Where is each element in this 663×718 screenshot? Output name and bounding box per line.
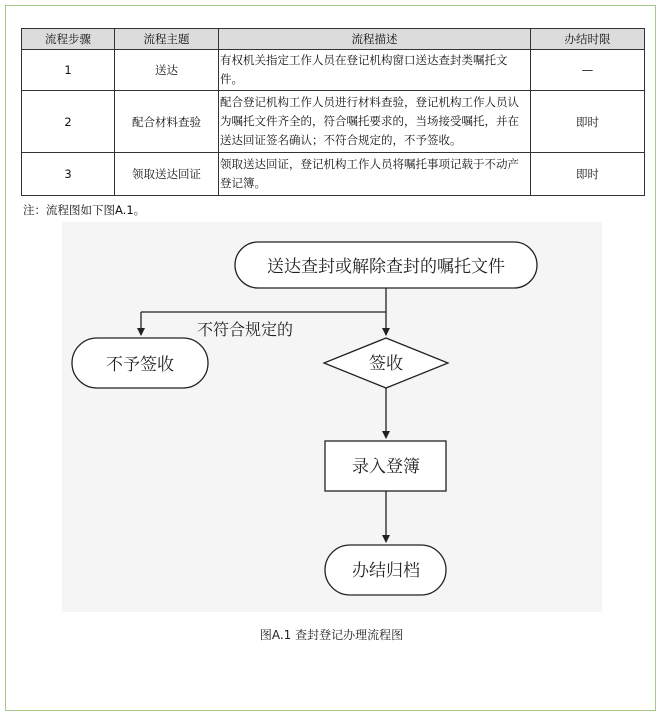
header-topic: 流程主题 [115, 29, 219, 50]
row-description: 配合登记机构工作人员进行材料查验，登记机构工作人员认为嘱托文件齐全的，符合嘱托要求的，当场接受嘱托，并在送达回证签名确认；不符合规定的，不予签收。 [219, 91, 531, 153]
row-description: 有权机关指定工作人员在登记机构窗口送达查封类嘱托文件。 [219, 50, 531, 91]
decision-node-label: 签收 [369, 354, 403, 374]
row-topic: 配合材料查验 [115, 91, 219, 153]
row-topic: 领取送达回证 [115, 153, 219, 196]
table-note: 注：流程图如下图A.1。 [23, 203, 146, 217]
row-time-limit: 即时 [531, 153, 645, 196]
figure-caption: 图A.1 查封登记办理流程图 [259, 628, 404, 642]
start-node-label: 送达查封或解除查封的嘱托文件 [267, 257, 505, 277]
process-table [21, 28, 645, 196]
row-time-limit: 即时 [531, 91, 645, 153]
flowchart-svg [62, 222, 602, 612]
row-step: 1 [22, 50, 115, 91]
header-description: 流程描述 [219, 29, 531, 50]
row-step: 3 [22, 153, 115, 196]
table-header-row [22, 29, 645, 50]
row-step: 2 [22, 91, 115, 153]
header-step: 流程步骤 [22, 29, 115, 50]
table-row [22, 153, 645, 196]
row-description: 领取送达回证，登记机构工作人员将嘱托事项记载于不动产登记簿。 [219, 153, 531, 196]
header-time-limit: 办结时限 [531, 29, 645, 50]
archive-node-label: 办结归档 [352, 561, 420, 581]
row-time-limit: — [531, 50, 645, 91]
flowchart-figure [62, 222, 602, 612]
row-topic: 送达 [115, 50, 219, 91]
table-row [22, 50, 645, 91]
table-row [22, 91, 645, 153]
reject-condition-label: 不符合规定的 [196, 320, 294, 339]
reject-node-label: 不予签收 [106, 355, 174, 375]
record-node-label: 录入登簿 [352, 457, 420, 477]
